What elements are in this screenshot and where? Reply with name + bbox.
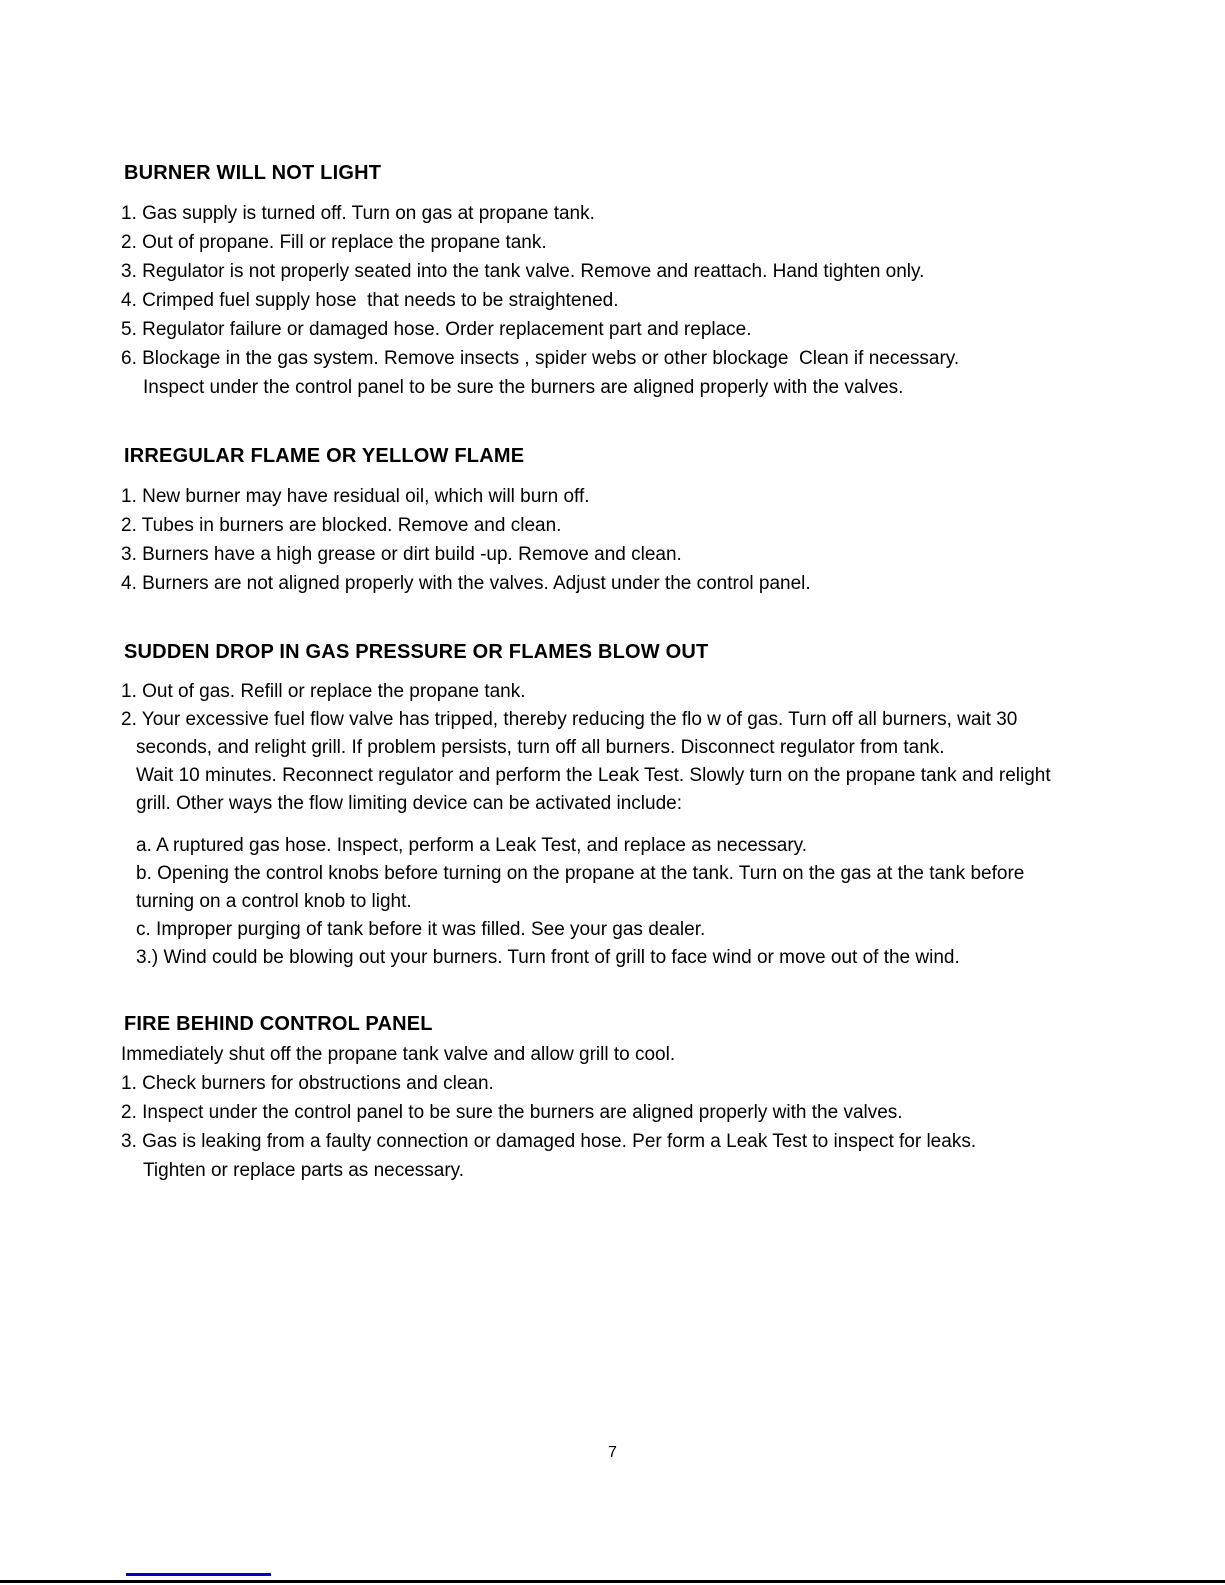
section-sudden-drop-gas-pressure xyxy=(121,640,1135,972)
footer-link[interactable] xyxy=(126,1573,271,1576)
list-item: 1. Out of gas. Refill or replace the propane tank. xyxy=(121,681,526,702)
section-fire-behind-control-panel xyxy=(121,1012,1135,1185)
section-heading: BURNER WILL NOT LIGHT xyxy=(124,162,382,184)
list-item: 2. Inspect under the control panel to be sure the burners are aligned properly with the valves. xyxy=(121,1102,903,1123)
page-bottom-divider xyxy=(0,1580,1225,1583)
list-item: 1. Gas supply is turned off. Turn on gas at propane tank. xyxy=(121,203,595,224)
list-item-continuation: grill. Other ways the flow limiting device can be activated include: xyxy=(136,793,682,814)
paragraph: Immediately shut off the propane tank valve and allow grill to cool. xyxy=(121,1044,676,1065)
section-heading: SUDDEN DROP IN GAS PRESSURE OR FLAMES BLOW OUT xyxy=(124,641,709,663)
list-item: 2. Your excessive fuel flow valve has tripped, thereby reducing the flo w of gas. Turn off all burners, wait 30 xyxy=(121,709,1018,730)
list-item: 5. Regulator failure or damaged hose. Order replacement part and replace. xyxy=(121,319,752,340)
list-item: 3.) Wind could be blowing out your burners. Turn front of grill to face wind or move out of the wind. xyxy=(136,947,960,968)
list-item: 3. Burners have a high grease or dirt build -up. Remove and clean. xyxy=(121,544,682,565)
list-item: 3. Regulator is not properly seated into the tank valve. Remove and reattach. Hand tighten only. xyxy=(121,261,925,282)
list-item: c. Improper purging of tank before it was filled. See your gas dealer. xyxy=(136,919,706,940)
list-item: 3. Gas is leaking from a faulty connection or damaged hose. Per form a Leak Test to inspect for leaks. xyxy=(121,1131,977,1152)
section-heading: IRREGULAR FLAME OR YELLOW FLAME xyxy=(124,445,525,467)
list-item: 1. New burner may have residual oil, which will burn off. xyxy=(121,486,590,507)
list-item: 1. Check burners for obstructions and clean. xyxy=(121,1073,494,1094)
list-item-continuation: Wait 10 minutes. Reconnect regulator and perform the Leak Test. Slowly turn on the propane tank and relight xyxy=(136,765,1051,786)
section-burner-will-not-light xyxy=(121,161,1135,402)
list-item: 2. Out of propane. Fill or replace the propane tank. xyxy=(121,232,547,253)
page-number: 7 xyxy=(608,1444,617,1461)
list-item-continuation: Tighten or replace parts as necessary. xyxy=(143,1160,465,1181)
list-item: 2. Tubes in burners are blocked. Remove and clean. xyxy=(121,515,562,536)
list-item-continuation: seconds, and relight grill. If problem persists, turn off all burners. Disconnect regulator from tank. xyxy=(136,737,945,758)
list-item: 4. Burners are not aligned properly with the valves. Adjust under the control panel. xyxy=(121,573,811,594)
list-item: b. Opening the control knobs before turning on the propane at the tank. Turn on the gas at the tank before xyxy=(136,863,1025,884)
section-heading: FIRE BEHIND CONTROL PANEL xyxy=(124,1013,433,1035)
list-item-continuation: turning on a control knob to light. xyxy=(136,891,412,912)
document-body xyxy=(121,161,1135,1185)
list-item: a. A ruptured gas hose. Inspect, perform a Leak Test, and replace as necessary. xyxy=(136,835,808,856)
list-item: 6. Blockage in the gas system. Remove insects , spider webs or other blockage Clean if necessary. xyxy=(121,348,960,369)
list-item-continuation: Inspect under the control panel to be sure the burners are aligned properly with the valves. xyxy=(143,377,904,398)
section-irregular-flame xyxy=(121,444,1135,598)
list-item: 4. Crimped fuel supply hose that needs to be straightened. xyxy=(121,290,619,311)
